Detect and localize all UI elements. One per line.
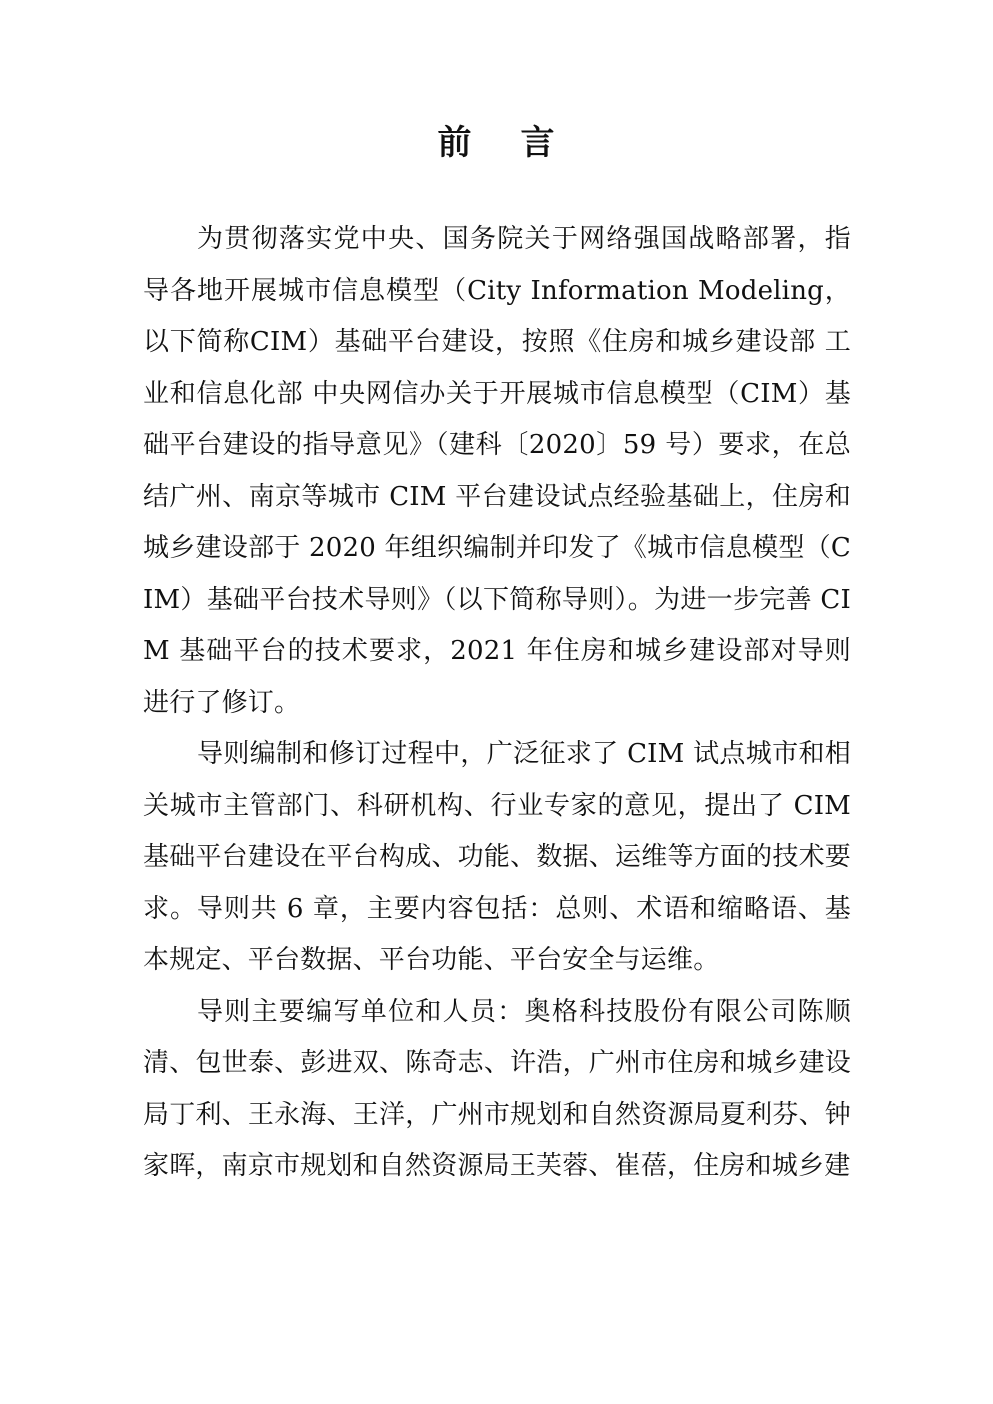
page-title — [0, 118, 993, 168]
paragraph-process: 导则编制和修订过程中，广泛征求了 CIM 试点城市和相关城市主管部门、科研机构、行业专家的意见，提出了 CIM 基础平台建设在平台构成、功能、数据、运维等方面的技术要求。导则共 6 章，主要内容包括：总则、术语和缩略语、基本规定、平台数据、平台功能、平台安全与运维。 — [143, 739, 851, 975]
title-char-1: 前 — [437, 123, 473, 163]
paragraph-purpose: 为贯彻落实党中央、国务院关于网络强国战略部署，指导各地开展城市信息模型（City Information Modeling，以下简称CIM）基础平台建设，按照《住房和城乡建设部 工业和信息化部 中央网信办关于开展城市信息模型（CIM）基础平台建设的指导意见》（建科〔2020〕59 号）要求，在总结广州、南京等城市 CIM 平台建设试点经验基础上，住房和城乡建设部于 2020 年组织编制并印发了《城市信息模型（CIM）基础平台技术导则》（以下简称导则）。为进一步完善 CIM 基础平台的技术要求，2021 年住房和城乡建设部对导则进行了修订。 — [143, 224, 851, 718]
paragraph-authors: 导则主要编写单位和人员：奥格科技股份有限公司陈顺清、包世泰、彭进双、陈奇志、许浩，广州市住房和城乡建设局丁利、王永海、王洋，广州市规划和自然资源局夏利芬、钟家晖，南京市规划和自然资源局王芙蓉、崔蓓，住房和城乡建 — [143, 996, 851, 1181]
title-char-2: 言 — [520, 123, 556, 163]
foreword-body — [143, 214, 851, 1193]
